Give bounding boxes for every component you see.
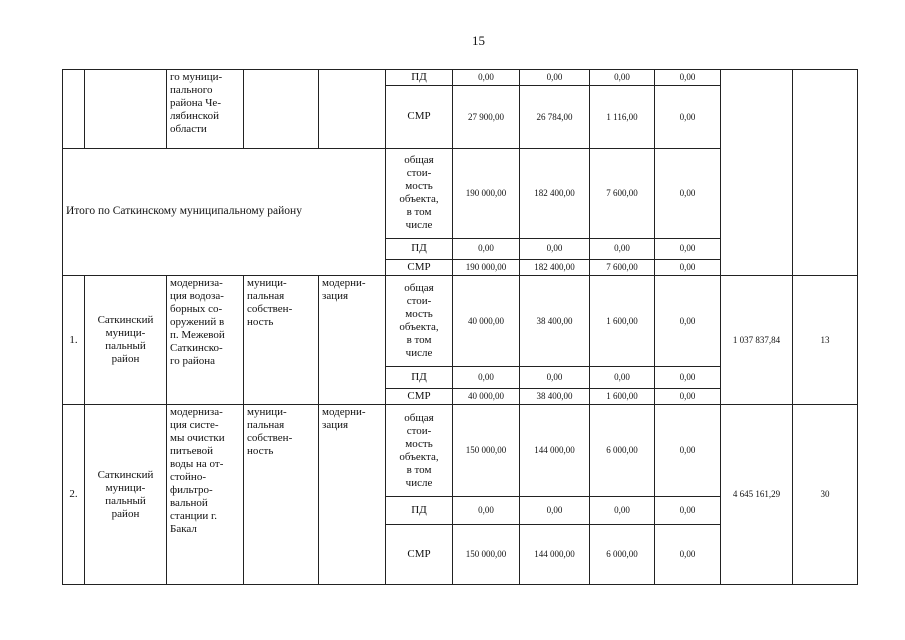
value-cell: 6 000,00 <box>590 524 655 584</box>
value-cell: 0,00 <box>655 497 721 525</box>
table-row <box>63 276 858 367</box>
value-cell: 0,00 <box>655 148 721 238</box>
value-cell: 0,00 <box>655 86 721 148</box>
value-cell: 26 784,00 <box>520 86 590 148</box>
ownership-cell <box>244 70 319 149</box>
value-cell: 144 000,00 <box>520 524 590 584</box>
value-cell: 0,00 <box>453 367 520 388</box>
value-cell: 190 000,00 <box>453 148 520 238</box>
ownership-cell: муници- пальная собствен- ность <box>244 276 319 405</box>
value-cell: 38 400,00 <box>520 276 590 367</box>
total-label: Итого по Саткинскому муниципальному району <box>63 148 386 276</box>
value-cell: 0,00 <box>520 70 590 86</box>
value-cell: 0,00 <box>590 70 655 86</box>
row-index: 1. <box>63 276 85 405</box>
cost-label-smr: СМР <box>386 388 453 404</box>
value-cell: 0,00 <box>590 497 655 525</box>
object-cell: го муници- пального района Че- лябинской области <box>167 70 244 149</box>
amount-cell: 4 645 161,29 <box>721 405 793 585</box>
cost-label-pd: ПД <box>386 70 453 86</box>
value-cell: 1 600,00 <box>590 388 655 404</box>
value-cell: 182 400,00 <box>520 148 590 238</box>
value-cell: 0,00 <box>655 367 721 388</box>
value-cell: 0,00 <box>655 388 721 404</box>
value-cell: 0,00 <box>655 276 721 367</box>
cost-label-total: общая стои- мость объекта, в том числе <box>386 405 453 497</box>
value-cell: 0,00 <box>655 70 721 86</box>
cost-label-pd: ПД <box>386 497 453 525</box>
amount-cell <box>721 70 793 276</box>
table-row <box>63 405 858 497</box>
value-cell: 40 000,00 <box>453 276 520 367</box>
value-cell: 0,00 <box>453 238 520 259</box>
index-cell <box>63 70 85 149</box>
value-cell: 1 116,00 <box>590 86 655 148</box>
row-index: 2. <box>63 405 85 585</box>
value-cell: 0,00 <box>590 367 655 388</box>
cost-label-pd: ПД <box>386 367 453 388</box>
object-cell: модерниза- ция систе- мы очистки питьевой воды на от- стойно- фильтро- вальной станции г. Бакал <box>167 405 244 585</box>
ownership-cell: муници- пальная собствен- ность <box>244 405 319 585</box>
value-cell: 0,00 <box>655 260 721 276</box>
municipality-cell: Саткинский муници- пальный район <box>85 276 167 405</box>
amount-cell: 1 037 837,84 <box>721 276 793 405</box>
value-cell: 150 000,00 <box>453 405 520 497</box>
municipality-cell <box>85 70 167 149</box>
value-cell: 0,00 <box>453 70 520 86</box>
value-cell: 7 600,00 <box>590 148 655 238</box>
count-cell: 13 <box>793 276 858 405</box>
value-cell: 38 400,00 <box>520 388 590 404</box>
value-cell: 0,00 <box>655 405 721 497</box>
cost-label-smr: СМР <box>386 260 453 276</box>
value-cell: 6 000,00 <box>590 405 655 497</box>
cost-label-total: общая стои- мость объекта, в том числе <box>386 148 453 238</box>
value-cell: 1 600,00 <box>590 276 655 367</box>
value-cell: 0,00 <box>520 367 590 388</box>
value-cell: 0,00 <box>453 497 520 525</box>
municipality-cell: Саткинский муници- пальный район <box>85 405 167 585</box>
value-cell: 0,00 <box>655 238 721 259</box>
value-cell: 144 000,00 <box>520 405 590 497</box>
table-row <box>63 70 858 86</box>
value-cell: 27 900,00 <box>453 86 520 148</box>
cost-label-pd: ПД <box>386 238 453 259</box>
value-cell: 182 400,00 <box>520 260 590 276</box>
value-cell: 0,00 <box>655 524 721 584</box>
value-cell: 0,00 <box>590 238 655 259</box>
value-cell: 0,00 <box>520 238 590 259</box>
value-cell: 150 000,00 <box>453 524 520 584</box>
count-cell: 30 <box>793 405 858 585</box>
cost-label-smr: СМР <box>386 86 453 148</box>
cost-label-total: общая стои- мость объекта, в том числе <box>386 276 453 367</box>
value-cell: 0,00 <box>520 497 590 525</box>
page-number: 15 <box>472 33 485 48</box>
value-cell: 40 000,00 <box>453 388 520 404</box>
work-type-cell <box>319 70 386 149</box>
cost-label-smr: СМР <box>386 524 453 584</box>
object-cell: модерниза- ция водоза- борных со- оружений в п. Межевой Саткинско- го района <box>167 276 244 405</box>
work-type-cell: модерни- зация <box>319 405 386 585</box>
count-cell <box>793 70 858 276</box>
budget-table <box>62 69 858 585</box>
work-type-cell: модерни- зация <box>319 276 386 405</box>
value-cell: 7 600,00 <box>590 260 655 276</box>
value-cell: 190 000,00 <box>453 260 520 276</box>
